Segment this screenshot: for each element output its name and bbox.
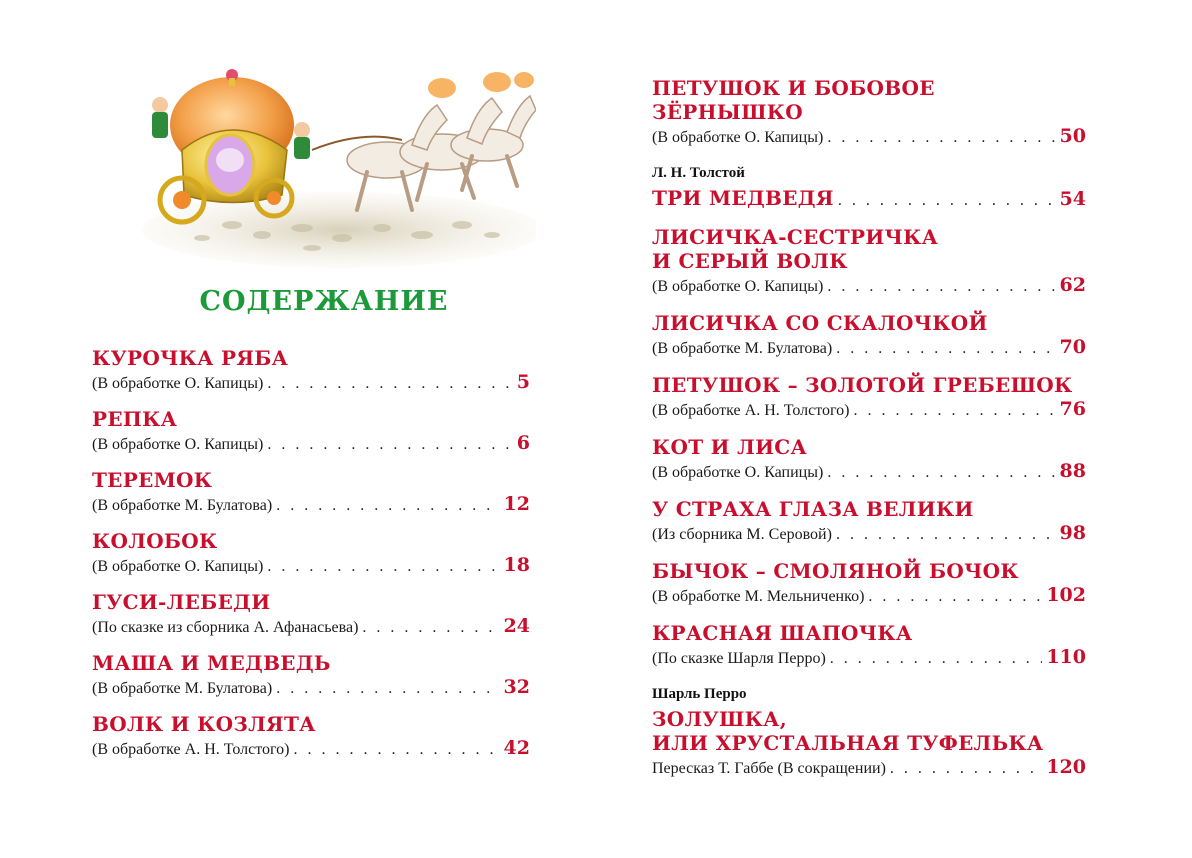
entry-line [652,521,1086,547]
dot-leader [827,275,1055,299]
toc-entry[interactable] [652,621,1086,671]
toc-entry[interactable] [652,162,1086,213]
toc-entry[interactable] [652,435,1086,485]
entry-line [92,736,530,762]
entry-line [92,431,530,457]
page-number: 5 [516,371,530,393]
entry-subtitle: (В обработке М. Мельниченко) [652,588,865,605]
entry-author: Л. Н. Толстой [652,165,745,181]
toc-entry[interactable] [92,651,530,701]
entry-line [652,459,1086,485]
entry-subtitle: (В обработке О. Капицы) [652,278,824,295]
toc-entry[interactable] [652,76,1086,150]
entry-subtitle: (По сказке из сборника А. Афанасьева) [92,619,359,636]
entry-title: ВОЛК И КОЗЛЯТА [92,712,316,736]
entry-subtitle: Пересказ Т. Габбе (В сокращении) [652,760,886,777]
entry-subtitle: (Из сборника М. Серовой) [652,526,832,543]
entry-line [652,645,1086,671]
toc-entry[interactable] [652,497,1086,547]
dot-leader [267,555,499,579]
toc-column-right [652,76,1086,793]
page-title: СОДЕРЖАНИЕ [199,286,449,317]
entry-title: КОЛОБОК [92,529,218,553]
entry-line [92,553,530,579]
page-number: 102 [1046,584,1086,606]
toc-entry[interactable] [652,311,1086,361]
entry-line [92,675,530,701]
dot-leader [853,399,1055,423]
page-number: 54 [1059,188,1086,210]
entry-title: ЛИСИЧКА СО СКАЛОЧКОЙ [652,311,988,335]
toc-entry[interactable] [652,683,1086,781]
entry-subtitle: (В обработке М. Булатова) [92,680,273,697]
toc-entry[interactable] [652,373,1086,423]
entry-title: ТРИ МЕДВЕДЯ [652,186,834,210]
entry-subtitle: (В обработке О. Капицы) [652,129,824,146]
page-number: 42 [503,737,530,759]
toc-entry[interactable] [92,407,530,457]
entry-title: КРАСНАЯ ШАПОЧКА [652,621,913,645]
page-number: 98 [1059,522,1086,544]
toc-column-left [92,346,530,773]
page-number: 110 [1046,646,1086,668]
entry-subtitle: (В обработке М. Булатова) [92,497,273,514]
page-number: 70 [1059,336,1086,358]
toc-entry[interactable] [652,225,1086,299]
entry-author: Шарль Перро [652,686,747,702]
entry-title: У СТРАХА ГЛАЗА ВЕЛИКИ [652,497,974,521]
dot-leader [267,433,512,457]
dot-leader [890,757,1042,781]
entry-title: ТЕРЕМОК [92,468,213,492]
entry-line [652,186,1086,213]
page-number: 6 [516,432,530,454]
page-number: 24 [503,615,530,637]
entry-line [652,124,1086,150]
entry-subtitle: (В обработке О. Капицы) [652,464,824,481]
toc-entry[interactable] [652,559,1086,609]
page-number: 62 [1059,274,1086,296]
entry-subtitle: (В обработке О. Капицы) [92,558,264,575]
dot-leader [827,126,1055,150]
entry-title: ПЕТУШОК – ЗОЛОТОЙ ГРЕБЕШОК [652,373,1073,397]
page-number: 50 [1059,125,1086,147]
page-number: 18 [503,554,530,576]
entry-title: КУРОЧКА РЯБА [92,346,289,370]
dot-leader [827,461,1055,485]
entry-title: ЛИСИЧКА-СЕСТРИЧКА И СЕРЫЙ ВОЛК [652,225,939,273]
entry-title: ЗОЛУШКА, ИЛИ ХРУСТАЛЬНАЯ ТУФЕЛЬКА [652,707,1044,755]
entry-line [652,755,1086,781]
entry-title: РЕПКА [92,407,178,431]
toc-entry[interactable] [92,712,530,762]
entry-subtitle: (В обработке О. Капицы) [92,436,264,453]
dot-leader [836,337,1055,361]
entry-title: МАША И МЕДВЕДЬ [92,651,331,675]
dot-leader [276,494,499,518]
toc-entry[interactable] [92,529,530,579]
entry-title: БЫЧОК – СМОЛЯНОЙ БОЧОК [652,559,1019,583]
entry-subtitle: (В обработке А. Н. Толстого) [92,741,290,758]
entry-subtitle: (В обработке О. Капицы) [92,375,264,392]
page-number: 120 [1046,756,1086,778]
page-number: 76 [1059,398,1086,420]
carriage-illustration [112,60,536,270]
page-number: 88 [1059,460,1086,482]
page-number: 32 [503,676,530,698]
entry-line [652,273,1086,299]
entry-line [652,335,1086,361]
dot-leader [362,616,499,640]
dot-leader [868,585,1042,609]
entry-line [652,583,1086,609]
dot-leader [276,677,499,701]
entry-subtitle: (По сказке Шарля Перро) [652,650,826,667]
dot-leader [836,523,1056,547]
entry-line [652,397,1086,423]
dot-leader [838,189,1056,213]
dot-leader [293,738,499,762]
entry-subtitle: (В обработке А. Н. Толстого) [652,402,850,419]
entry-line [92,370,530,396]
toc-entry[interactable] [92,346,530,396]
toc-entry[interactable] [92,468,530,518]
toc-entry[interactable] [92,590,530,640]
page-number: 12 [503,493,530,515]
entry-line [92,614,530,640]
entry-title: КОТ И ЛИСА [652,435,808,459]
entry-subtitle: (В обработке М. Булатова) [652,340,833,357]
entry-title: ПЕТУШОК И БОБОВОЕ ЗЁРНЫШКО [652,76,935,124]
entry-title: ГУСИ-ЛЕБЕДИ [92,590,271,614]
entry-line [92,492,530,518]
dot-leader [830,647,1043,671]
dot-leader [267,372,512,396]
